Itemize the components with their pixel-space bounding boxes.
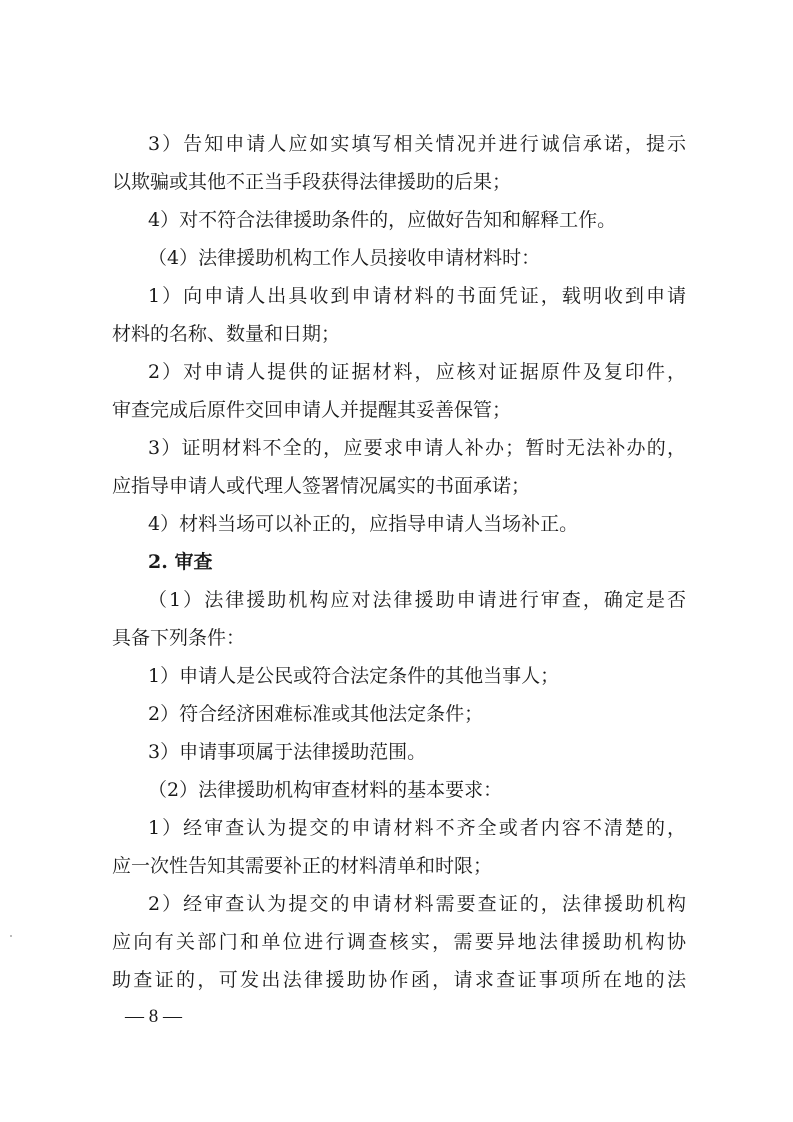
text-line: 3）申请事项属于法律援助范围。 (148, 741, 427, 763)
text-line: 4）材料当场可以补正的，应指导申请人当场补正。 (148, 513, 579, 535)
text-line: 1）向申请人出具收到申请材料的书面凭证，载明收到申请 (148, 285, 686, 307)
text-line: 3）证明材料不全的，应要求申请人补办；暂时无法补办的， (148, 437, 686, 459)
text-line: 应一次性告知其需要补正的材料清单和时限； (112, 855, 493, 877)
page-number: — 8 — (125, 1006, 182, 1027)
text-line: 应向有关部门和单位进行调查核实，需要异地法律援助机构协 (112, 931, 686, 953)
text-line: （2）法律援助机构审查材料的基本要求： (148, 779, 503, 801)
text-line: 1）经审查认为提交的申请材料不齐全或者内容不清楚的， (148, 817, 686, 839)
text-line: 应指导申请人或代理人签署情况属实的书面承诺； (112, 475, 531, 497)
text-line: （1）法律援助机构应对法律援助申请进行审查，确定是否 (148, 589, 686, 611)
text-line: 3）告知申请人应如实填写相关情况并进行诚信承诺，提示 (148, 133, 686, 155)
text-line: 4）对不符合法律援助条件的，应做好告知和解释工作。 (148, 209, 617, 231)
section-heading: 2. 审查 (148, 551, 213, 573)
text-line: 2）经审查认为提交的申请材料需要查证的，法律援助机构 (148, 893, 686, 915)
text-line: 1）申请人是公民或符合法定条件的其他当事人； (148, 665, 560, 687)
text-line: 2）对申请人提供的证据材料，应核对证据原件及复印件， (148, 361, 686, 383)
text-line: （4）法律援助机构工作人员接收申请材料时： (148, 247, 541, 269)
text-line: 以欺骗或其他不正当手段获得法律援助的后果； (112, 171, 512, 193)
text-line: 审查完成后原件交回申请人并提醒其妥善保管； (112, 399, 512, 421)
text-line: 材料的名称、数量和日期； (112, 323, 341, 345)
text-line: 2）符合经济困难标准或其他法定条件； (148, 703, 484, 725)
scan-speck (10, 935, 12, 937)
text-line: 助查证的，可发出法律援助协作函，请求查证事项所在地的法 (112, 969, 686, 991)
text-line: 具备下列条件： (112, 627, 246, 649)
